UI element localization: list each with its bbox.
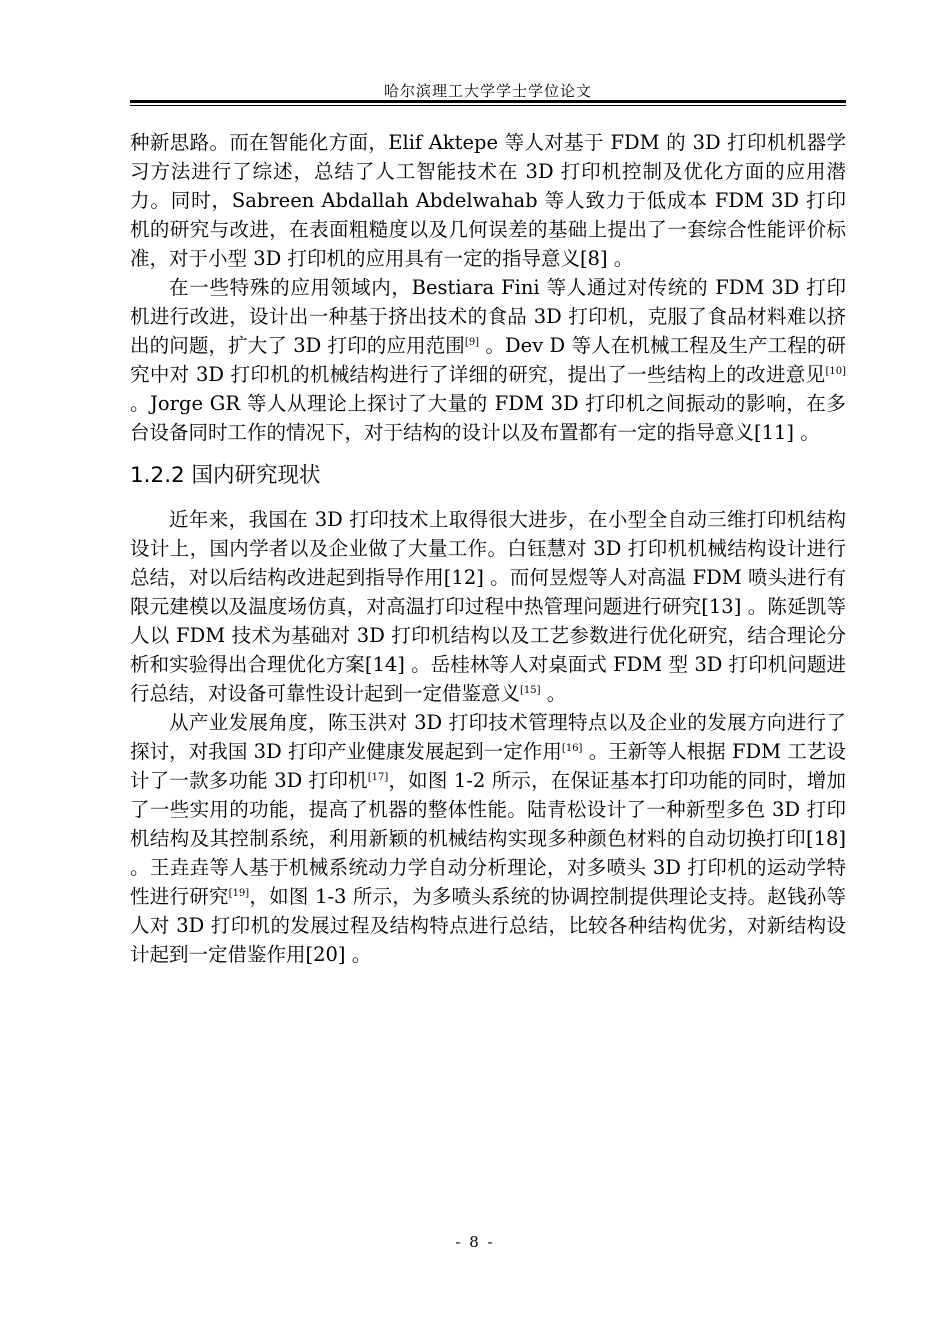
paragraph-p1 — [130, 128, 846, 273]
text-run: 。Jorge GR 等人从理论上探讨了大量的 FDM 3D 打印机之间振动的影响，在多台设备同时工作的情况下，对于结构的设计以及布置都有一定的指导意义[11] 。 — [130, 392, 846, 444]
page-body — [130, 128, 846, 969]
paragraph-p3 — [130, 505, 846, 708]
citation-superscript: [9] — [464, 337, 480, 348]
citation-superscript: [19] — [228, 888, 250, 899]
text-run: ，如图 1-2 所示，在保证基本打印功能的同时，增加了一些实用的功能，提高了机器的整体性能。陆青松设计了一种新型多色 3D 打印机结构及其控制系统，利用新颖的机械结构实现多种颜色材料的自动切换打印[18] 。王垚垚等人基于机械系统动力学自动分析理论，对多喷头 3D 打印机的运动学特性进行研究 — [130, 769, 846, 908]
text-run: 在一些特殊的应用领域内，Bestiara Fini 等人通过对传统的 FDM 3D 打印机进行改进，设计出一种基于挤出技术的食品 3D 打印机，克服了食品材料难以挤出的问题，扩大了 3D 打印的应用范围 — [130, 276, 846, 357]
section-heading: 1.2.2 国内研究现状 — [130, 463, 321, 488]
text-run: ，如图 1-3 所示，为多喷头系统的协调控制提供理论支持。赵钱孙等人对 3D 打印机的发展过程及结构特点进行总结，比较各种结构优劣，对新结构设计起到一定借鉴作用[20] 。 — [130, 885, 846, 966]
text-run: 。Dev D 等人在机械工程及生产工程的研究中对 3D 打印机的机械结构进行了详细的研究，提出了一些结构上的改进意见 — [130, 334, 846, 386]
page-number: - 8 - — [455, 1233, 495, 1251]
header-rule-thick — [130, 100, 846, 103]
citation-superscript: [10] — [825, 366, 846, 377]
citation-superscript: [16] — [561, 743, 583, 754]
running-header: 哈尔滨理工大学学士学位论文 — [383, 82, 592, 100]
paragraph-p4 — [130, 708, 846, 969]
text-run: 种新思路。而在智能化方面，Elif Aktepe 等人对基于 FDM 的 3D 打印机机器学习方法进行了综述，总结了人工智能技术在 3D 打印机控制及优化方面的应用潜力。同时，Sabreen Abdallah Abdelwahab 等人致力于低成本 FDM 3D 打印机的研究与改进，在表面粗糙度以及几何误差的基础上提出了一套综合性能评价标准，对于小型 3D 打印机的应用具有一定的指导意义[8] 。 — [130, 131, 846, 270]
text-run: 从产业发展角度，陈玉洪对 3D 打印技术管理特点以及企业的发展方向进行了探讨，对我国 3D 打印产业健康发展起到一定作用 — [130, 711, 846, 763]
text-run: 。王新等人根据 FDM 工艺设计了一款多功能 3D 打印机 — [130, 740, 846, 792]
citation-superscript: [15] — [520, 685, 541, 696]
citation-superscript: [17] — [367, 772, 389, 783]
text-run: 。 — [540, 682, 567, 705]
paragraph-p2 — [130, 273, 846, 447]
header-rule-thin — [130, 105, 846, 106]
text-run: 近年来，我国在 3D 打印技术上取得很大进步，在小型全自动三维打印机结构设计上，国内学者以及企业做了大量工作。白钰慧对 3D 打印机机械结构设计进行总结，对以后结构改进起到指导作用[12] 。而何昱煜等人对高温 FDM 喷头进行有限元建模以及温度场仿真，对高温打印过程中热管理问题进行研究[13] 。陈延凯等人以 FDM 技术为基础对 3D 打印机结构以及工艺参数进行优化研究，结合理论分析和实验得出合理优化方案[14] 。岳桂林等人对桌面式 FDM 型 3D 打印机问题进行总结，对设备可靠性设计起到一定借鉴意义 — [130, 508, 846, 705]
